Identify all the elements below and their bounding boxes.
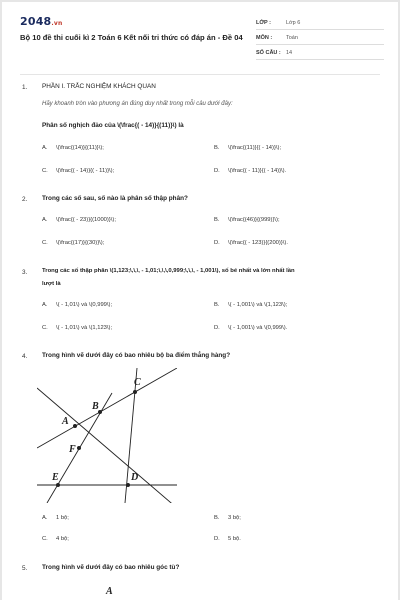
meta-label: LỚP : xyxy=(256,20,271,26)
q1-option-a[interactable]: A. \(\frac{(14)}{(11)}\); xyxy=(42,145,104,151)
question-5-text: Trong hình vẽ dưới đây có bao nhiêu góc tù? xyxy=(42,564,180,571)
page-title: Bộ 10 đề thi cuối kì 2 Toán 6 Kết nối tri thức có đáp án - Đề 04 xyxy=(20,33,243,42)
q3-option-b[interactable]: B. \( - 1,001\) và \(1,123\); xyxy=(214,302,288,308)
point-f xyxy=(77,446,81,450)
meta-value: Lớp 6 xyxy=(286,20,301,26)
q4-option-c[interactable]: C. 4 bộ; xyxy=(42,536,69,542)
meta-row-class xyxy=(256,16,384,30)
q1-option-b[interactable]: B. \(\frac{(11)}{( - 14)}\); xyxy=(214,145,282,151)
meta-label: SỐ CÂU : xyxy=(256,50,281,56)
question-number: 5. xyxy=(22,565,28,572)
label-b: B xyxy=(92,401,99,412)
site-logo[interactable]: 2048.vn xyxy=(20,15,63,28)
label-a: A xyxy=(62,416,69,427)
question-1-text: Phân số nghịch đảo của \(\frac{( - 14)}{(11)}\) là xyxy=(42,122,184,129)
meta-value: 14 xyxy=(286,50,293,56)
question-number: 3. xyxy=(22,269,28,276)
question-4-text: Trong hình vẽ dưới đây có bao nhiêu bộ ba điểm thẳng hàng? xyxy=(42,352,231,359)
collinear-points-figure xyxy=(37,368,177,503)
meta-label: MÔN : xyxy=(256,35,273,41)
label-e: E xyxy=(52,472,59,483)
q1-option-c[interactable]: C. \(\frac{( - 14)}{( - 11)}\); xyxy=(42,168,115,174)
q4-option-b[interactable]: B. 3 bộ; xyxy=(214,515,241,521)
q1-option-d[interactable]: D. \(\frac{( - 11)}{( - 14)}\). xyxy=(214,168,287,174)
label-f: F xyxy=(69,444,76,455)
question-number: 4. xyxy=(22,353,28,360)
q3-option-c[interactable]: C. \( - 1,01\) và \(1,123\); xyxy=(42,325,113,331)
meta-row-subject xyxy=(256,31,384,45)
question-3-text: Trong các số thập phân \(1,123;\,\,\, - 1,01;\,\,\,0,999;\,\,\, - 1,001\), số bé nhất và lớn nhất lần xyxy=(42,268,295,274)
question-3-text-cont: lượt là xyxy=(42,281,61,287)
instruction-text: Hãy khoanh tròn vào phương án đúng duy nhất trong mỗi câu dưới đây: xyxy=(42,101,233,107)
question-2-text: Trong các số sau, số nào là phân số thập phân? xyxy=(42,195,188,202)
q2-option-b[interactable]: B. \(\frac{(46)}{(999)}\); xyxy=(214,217,280,223)
q2-option-c[interactable]: C. \(\frac{(17)}{(30)}\); xyxy=(42,240,105,246)
exam-page xyxy=(2,2,398,600)
q3-option-a[interactable]: A. \( - 1,01\) và \(0,999\); xyxy=(42,302,113,308)
point-e xyxy=(56,483,60,487)
question-number: 2. xyxy=(22,196,28,203)
point-c xyxy=(133,390,137,394)
q5-label-a: A xyxy=(106,586,113,597)
label-c: C xyxy=(134,377,141,388)
point-d xyxy=(126,483,130,487)
point-a xyxy=(73,424,77,428)
section-title: PHẦN I. TRẮC NGHIỆM KHÁCH QUAN xyxy=(42,83,156,90)
q3-option-d[interactable]: D. \( - 1,001\) và \(0,999\). xyxy=(214,325,288,331)
line-abc xyxy=(37,368,177,448)
meta-value: Toán xyxy=(286,35,298,41)
q2-option-a[interactable]: A. \(\frac{( - 23)}{(1000)}\); xyxy=(42,217,116,223)
question-number: 1. xyxy=(22,84,28,91)
q4-option-a[interactable]: A. 1 bộ; xyxy=(42,515,69,521)
meta-row-count xyxy=(256,46,384,60)
q2-option-d[interactable]: D. \(\frac{( - 123)}{(200)}\). xyxy=(214,240,288,246)
header-divider xyxy=(20,74,380,75)
label-d: D xyxy=(131,472,139,483)
q4-option-d[interactable]: D. 5 bộ. xyxy=(214,536,241,542)
page-header xyxy=(2,2,398,74)
